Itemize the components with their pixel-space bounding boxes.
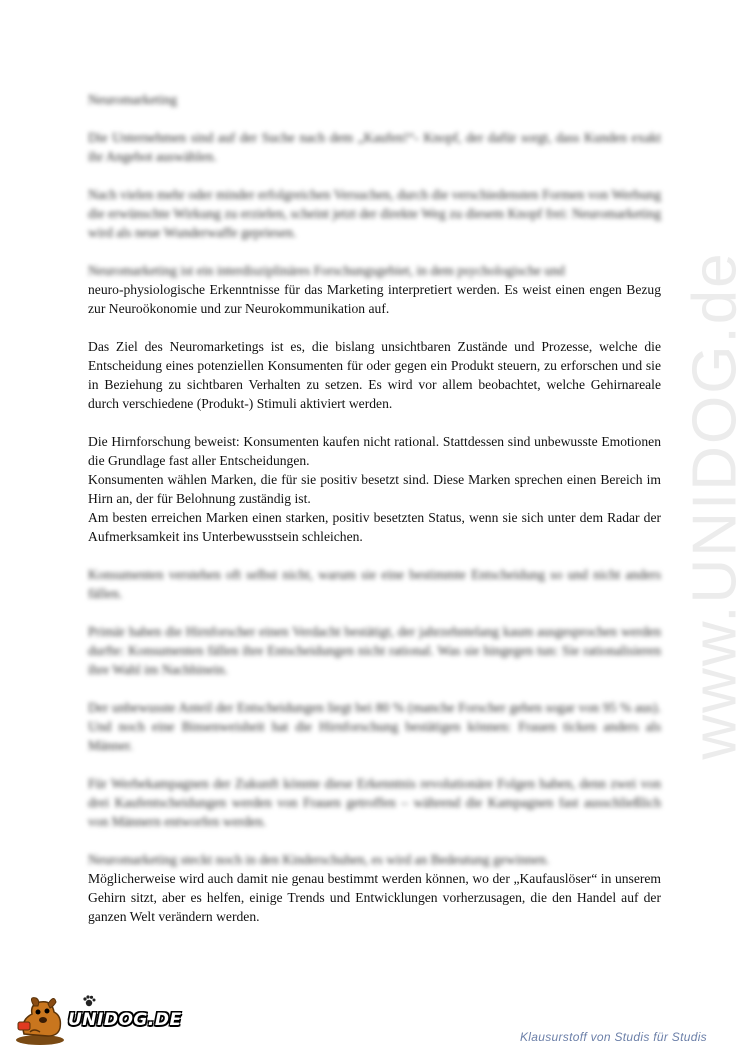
paragraph-ziel: Das Ziel des Neuromarketings ist es, die bislang unsichtbaren Zustände und Prozesse, welche die Entscheidung eines potenziellen Konsumenten für oder gegen ein Produkt steuern, zu erforschen und sie in Beziehung zu sichtbaren Verhalten zu setzen. Es wird vor allem beobachtet, welche Gehirnareale durch verschiedene (Produkt-) Stimuli aktiviert werden.	[88, 339, 661, 411]
paragraph-definition-text: neuro-physiologische Erkenntnisse für das Marketing interpretiert werden. Es weist einen engen Bezug zur Neuroökonomie und zur Neurokommunikation auf.	[88, 282, 661, 316]
footer-tagline: Klausurstoff von Studis für Studis	[520, 1030, 707, 1044]
logo-text: UNIDOG.DE	[68, 1010, 182, 1030]
paw-icon	[82, 994, 96, 1008]
paragraph-primaer: Primär haben die Hirnforscher einen Verdacht bestätigt, der jahrzehntelang kaum ausgesprochen werden durfte: Konsumenten fällen ihre Entscheidungen nicht rational. Was sie hingegen tun: Sie rationalisieren ihre Wahl im Nachhinein.	[88, 624, 661, 677]
paragraph-konsumenten: Konsumenten verstehen oft selbst nicht, warum sie eine bestimmte Entscheidung so und nicht anders fällen.	[88, 567, 661, 601]
dog-mascot-icon	[10, 990, 72, 1048]
paragraph-ausblick	[88, 850, 661, 926]
paragraph-definition-blurred-line: Neuromarketing ist ein interdisziplinäres Forschungsgebiet, in dem psychologische und	[88, 263, 565, 278]
paragraph-werbekampagnen: Für Werbekampagnen der Zukunft könnte diese Erkenntnis revolutionäre Folgen haben, denn zwei von drei Kaufentscheidungen werden von Frauen getroffen – während die Kampagnen fast ausschließlich von Männern entworfen werden.	[88, 776, 661, 829]
paragraph-versuche: Nach vielen mehr oder minder erfolgreichen Versuchen, durch die verschiedensten Formen von Werbung die erwünschte Wirkung zu erzielen, scheint jetzt der direkte Weg zu diesem Knopf frei: Neuromarketing wird als neue Wunderwaffe gepriesen.	[88, 187, 661, 240]
paragraph-ausblick-blurred-line: Neuromarketing steckt noch in den Kinderschuhen, es wird an Bedeutung gewinnen.	[88, 852, 550, 867]
hirnforschung-line-2: Konsumenten wählen Marken, die für sie positiv besetzt sind. Diese Marken sprechen einen Bereich im Hirn an, der für Belohnung zuständig ist.	[88, 472, 661, 506]
document-body	[88, 90, 661, 945]
hirnforschung-line-1: Die Hirnforschung beweist: Konsumenten kaufen nicht rational. Stattdessen sind unbewusste Emotionen die Grundlage fast aller Entscheidungen.	[88, 434, 661, 468]
document-title: Neuromarketing	[88, 92, 178, 107]
hirnforschung-line-3: Am besten erreichen Marken einen starken, positiv besetzten Status, wenn sie sich unter dem Radar der Aufmerksamkeit ins Unterbewusstsein schleichen.	[88, 510, 661, 544]
paragraph-ausblick-text: Möglicherweise wird auch damit nie genau bestimmt werden können, wo der „Kaufauslöser“ in unserem Gehirn sitzt, aber es helfen, einige Trends und Entwicklungen vorherzusagen, die den Handel auf der ganzen Welt verändern werden.	[88, 871, 661, 924]
paragraph-hirnforschung	[88, 432, 661, 546]
paragraph-intro: Die Unternehmen sind auf der Suche nach dem „Kaufen!“- Knopf, der dafür sorgt, dass Kunden exakt ihr Angebot auswählen.	[88, 130, 661, 164]
watermark	[655, 250, 750, 760]
unidog-logo[interactable]	[10, 990, 180, 1050]
watermark-text: www.UNIDOG.de	[680, 250, 750, 760]
paragraph-anteil: Der unbewusste Anteil der Entscheidungen liegt bei 80 % (manche Forscher gehen sogar von 95 % aus). Und noch eine Binsenweisheit hat die Hirnforschung bestätigen können: Frauen ticken anders als Männer.	[88, 700, 661, 753]
paragraph-definition	[88, 261, 661, 318]
